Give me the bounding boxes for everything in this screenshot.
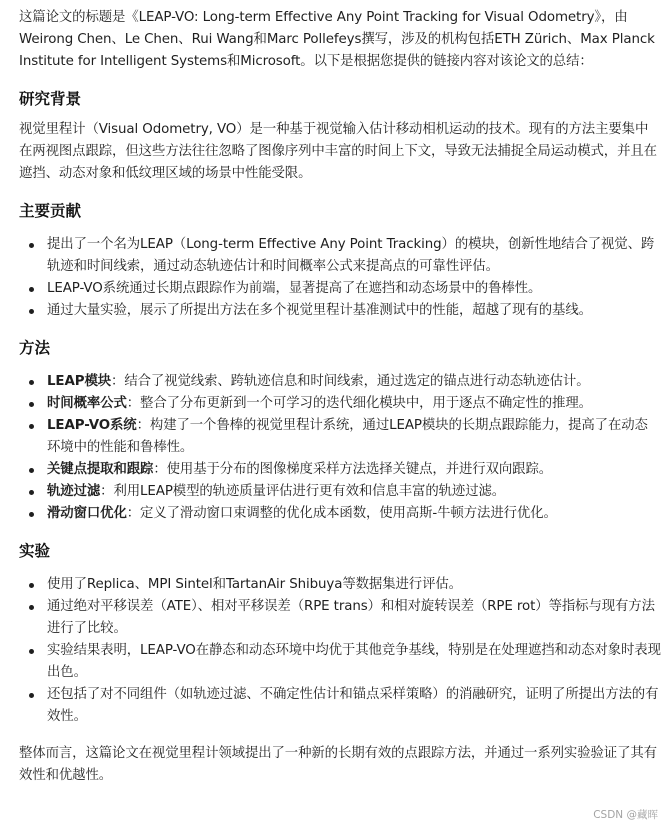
method-desc: ：利用LEAP模型的轨迹质量评估进行更有效和信息丰富的轨迹过滤。 <box>100 484 506 499</box>
list-item: 通过大量实验，展示了所提出方法在多个视觉里程计基准测试中的性能，超越了现有的基线。 <box>19 300 661 322</box>
method-desc: ：构建了一个鲁棒的视觉里程计系统，通过LEAP模块的长期点跟踪能力，提高了在动态环境中的性能和鲁棒性。 <box>47 418 648 455</box>
list-item: 提出了一个名为LEAP（Long-term Effective Any Point Tracking）的模块，创新性地结合了视觉、跨轨迹和时间线索，通过动态轨迹估计和时间概率公式来提高点的可靠性评估。 <box>19 234 661 278</box>
list-item <box>19 481 661 503</box>
experiments-list <box>19 574 661 728</box>
section-heading-contributions: 主要贡献 <box>19 202 82 220</box>
method-desc: ：定义了滑动窗口束调整的优化成本函数，使用高斯-牛顿方法进行优化。 <box>126 506 557 521</box>
list-item: 使用了Replica、MPI Sintel和TartanAir Shibuya等数据集进行评估。 <box>19 574 661 596</box>
list-item <box>19 415 661 459</box>
section-heading-method: 方法 <box>19 339 51 357</box>
method-desc: ：整合了分布更新到一个可学习的迭代细化模块中，用于逐点不确定性的推理。 <box>126 396 592 411</box>
method-term: LEAP模块 <box>47 374 112 389</box>
method-term: LEAP-VO系统 <box>47 418 137 433</box>
method-term: 关键点提取和跟踪 <box>47 462 154 477</box>
list-item: LEAP-VO系统通过长期点跟踪作为前端，显著提高了在遮挡和动态场景中的鲁棒性。 <box>19 278 661 300</box>
method-desc: ：使用基于分布的图像梯度采样方法选择关键点，并进行双向跟踪。 <box>153 462 553 477</box>
conclusion-paragraph: 整体而言，这篇论文在视觉里程计领域提出了一种新的长期有效的点跟踪方法，并通过一系列实验验证了其有效性和优越性。 <box>19 746 657 783</box>
list-item: 实验结果表明，LEAP-VO在静态和动态环境中均优于其他竞争基线，特别是在处理遮挡和动态对象时表现出色。 <box>19 640 661 684</box>
section-heading-background: 研究背景 <box>19 90 82 108</box>
list-item: 通过绝对平移误差（ATE）、相对平移误差（RPE trans）和相对旋转误差（RPE rot）等指标与现有方法进行了比较。 <box>19 596 661 640</box>
method-term: 滑动窗口优化 <box>47 506 127 521</box>
list-item <box>19 371 661 393</box>
contributions-list <box>19 234 661 322</box>
document-body <box>19 7 661 787</box>
section-heading-experiments: 实验 <box>19 542 51 560</box>
list-item <box>19 393 661 415</box>
list-item: 还包括了对不同组件（如轨迹过滤、不确定性估计和锚点采样策略）的消融研究，证明了所提出方法的有效性。 <box>19 684 661 728</box>
background-paragraph: 视觉里程计（Visual Odometry, VO）是一种基于视觉输入估计移动相机运动的技术。现有的方法主要集中在两视图点跟踪，但这些方法往往忽略了图像序列中丰富的时间上下文，导致无法捕捉全局运动模式，并且在遮挡、动态对象和低纹理区域的场景中性能受限。 <box>19 122 657 181</box>
method-desc: ：结合了视觉线索、跨轨迹信息和时间线索，通过选定的锚点进行动态轨迹估计。 <box>111 374 590 389</box>
csdn-watermark: CSDN @藏晖 <box>593 809 658 821</box>
method-list <box>19 371 661 525</box>
method-term: 轨迹过滤 <box>47 484 101 499</box>
list-item <box>19 503 661 525</box>
method-term: 时间概率公式 <box>47 396 127 411</box>
list-item <box>19 459 661 481</box>
intro-paragraph: 这篇论文的标题是《LEAP-VO: Long-term Effective Any Point Tracking for Visual Odometry》，由Weirong Chen、Le Chen、Rui Wang和Marc Pollefeys撰写，涉及的机构包括ETH Zürich、Max Planck Institute for Intelligent Systems和Microsoft。以下是根据您提供的链接内容对该论文的总结： <box>19 10 655 69</box>
